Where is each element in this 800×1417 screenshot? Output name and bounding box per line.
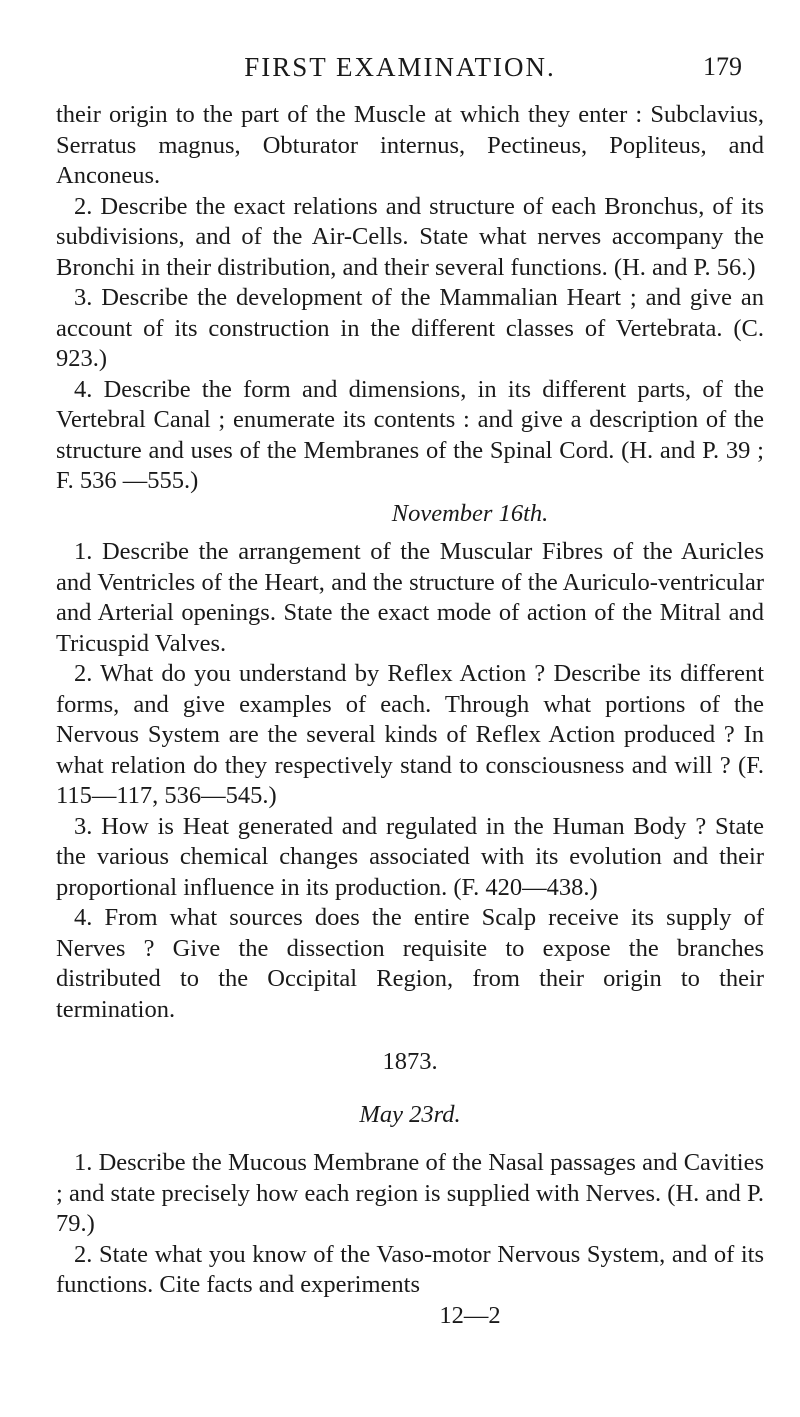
continuation-paragraph: their origin to the part of the Muscle at which they enter : Subclavius, Serratus magnus, Obturator internus, Pectineus, Popliteus, and Anconeus. — [56, 101, 764, 189]
exam-date-heading: November 16th. — [391, 499, 549, 527]
page-number: 179 — [703, 52, 742, 81]
question-paragraph: 1. Describe the arrangement of the Muscular Fibres of the Auricles and Ventricles of the Heart, and the structure of the Auriculo-ventricular and Arterial openings. State the exact mode of action of the Mitral and Tricuspid Valves. — [56, 538, 764, 657]
question-paragraph: 2. What do you understand by Reflex Action ? Describe its different forms, and give examples of each. Through what portions of the Nervous System are the several kinds of Reflex Action produced ? In what relation do they respectively stand to consciousness and will ? (F. 115—117, 536—545.) — [56, 660, 764, 809]
exam-year-heading: 1873. — [382, 1048, 438, 1075]
body-text — [56, 100, 764, 1331]
question-paragraph: 4. From what sources does the entire Scalp receive its supply of Nerves ? Give the dissection requisite to expose the branches distributed to the Occipital Region, from their origin to their termination. — [56, 904, 764, 1023]
page-header — [0, 52, 800, 84]
question-paragraph: 3. Describe the development of the Mammalian Heart ; and give an account of its construction in the different classes of Vertebrata. (C. 923.) — [56, 284, 764, 372]
question-paragraph: 4. Describe the form and dimensions, in its different parts, of the Vertebral Canal ; enumerate its contents : and give a description of the structure and uses of the Membranes of the Spinal Cord. (H. and P. 39 ; F. 536 —555.) — [56, 375, 764, 494]
question-paragraph: 2. State what you know of the Vaso-motor Nervous System, and of its functions. Cite facts and experiments — [56, 1240, 764, 1298]
exam-date-heading: May 23rd. — [359, 1100, 461, 1128]
question-paragraph: 1. Describe the Mucous Membrane of the Nasal passages and Cavities ; and state precisely how each region is supplied with Nerves. (H. and P. 79.) — [56, 1149, 764, 1237]
signature-mark: 12—2 — [439, 1301, 501, 1329]
running-title: FIRST EXAMINATION. — [244, 52, 556, 82]
question-paragraph: 2. Describe the exact relations and structure of each Bronchus, of its subdivisions, and of the Air-Cells. State what nerves accompany the Bronchi in their distribution, and their several functions. (H. and P. 56.) — [56, 192, 764, 281]
question-paragraph: 3. How is Heat generated and regulated in the Human Body ? State the various chemical changes associated with its evolution and their proportional influence in its production. (F. 420—438.) — [56, 812, 764, 901]
